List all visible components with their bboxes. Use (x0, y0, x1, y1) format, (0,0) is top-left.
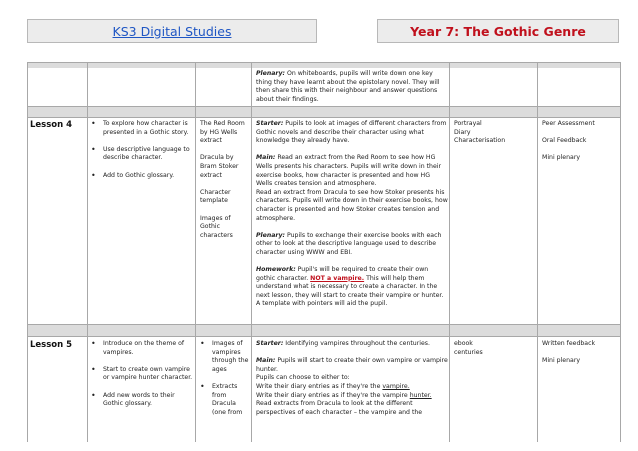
column-divider (195, 62, 196, 442)
main-label: Main: (256, 357, 276, 365)
main-text: Read an extract from the Red Room to see how HG Wells presents his characters. Pupils will write down in their exercise books, how character is presented and how HG Wells creates tension and atmosphere. (256, 154, 442, 188)
resource-item: Dracula by Bram Stoker extract (200, 154, 239, 179)
choose-text: Pupils can choose to either to: (256, 374, 350, 382)
starter-label: Starter: (256, 120, 284, 127)
objective-item: • Introduce on the theme of vampires. (91, 340, 193, 357)
row-divider (27, 336, 620, 337)
lesson-5-activities (256, 340, 448, 417)
homework-not-vampire: NOT a vampire. (310, 274, 365, 282)
lesson-4-assessment (542, 120, 618, 163)
objective-item: • Start to create own vampire or vampire hunter character. (91, 366, 193, 383)
lesson-5-label: Lesson 5 (30, 340, 73, 350)
diary-option-1: Write their diary entries as if they're the (256, 382, 381, 390)
starter-label: Starter: (256, 340, 284, 347)
diary-option-2-keyword: hunter. (409, 391, 432, 399)
read-text: Read extracts from Dracula to look at the different perspectives of each character – the vampire and the (256, 400, 423, 416)
shaded-row (27, 106, 620, 117)
main-label: Main: (256, 154, 276, 162)
diary-option-1-keyword: vampire. (382, 382, 410, 390)
objective-item: • To explore how character is presented in a Gothic story. (91, 120, 193, 137)
lesson-5-objectives (91, 340, 193, 417)
assessment-item: Mini plenary (542, 154, 581, 162)
lesson-4-activities (256, 120, 448, 309)
homework-label: Homework: (256, 266, 296, 274)
resource-item: • Images of vampires through the ages (200, 340, 250, 374)
lesson-5-assessment (542, 340, 618, 366)
row-divider (27, 106, 620, 107)
assessment-item: Peer Assessment (542, 120, 595, 127)
assessment-item: Mini plenary (542, 357, 581, 365)
lesson-4-objectives (91, 120, 193, 189)
lesson-4-resources (200, 120, 250, 240)
objective-item: • Use descriptive language to describe character. (91, 146, 193, 163)
column-divider (251, 62, 252, 442)
resource-item: • Extracts from Dracula (one from (200, 383, 250, 417)
main-text-2: Read an extract from Dracula to see how Stoker presents his characters. Pupils will write down in their exercise books, how character is presented and how Stoker creates tension and atmosphere. (256, 188, 448, 222)
objective-item: • Add to Gothic glossary. (91, 172, 193, 181)
resource-item: Character template (200, 188, 231, 205)
assessment-item: Oral Feedback (542, 137, 587, 145)
skill-item: Characterisation (454, 137, 506, 145)
row-divider (27, 117, 620, 118)
column-divider (537, 62, 538, 442)
diary-option-2: Write their diary entries as if they're the vampire (256, 391, 408, 399)
resource-item: The Red Room by HG Wells extract (200, 120, 245, 145)
starter-text: Pupils to look at images of different characters from Gothic novels and describe their character using what knowledge they already have. (256, 120, 447, 145)
skill-item: Portrayal (454, 120, 482, 127)
column-divider (449, 62, 450, 442)
skill-item: centuries (454, 348, 483, 356)
lesson-5-resources (200, 340, 250, 426)
plenary-text: Pupils to exchange their exercise books with each other to look at the descriptive language used to describe character using WWW and EBI. (256, 231, 442, 256)
homework-text: Pupil's will be required to create their own gothic character. (256, 266, 429, 282)
resource-item: Images of Gothic characters (200, 214, 233, 239)
plenary-label: Plenary: (256, 70, 285, 77)
homework-text-2: This will help them understand what is necessary to create a character. In the next lesson, they will start to create their vampire or hunter. A template with pointers will aid the pupil. (256, 274, 444, 308)
lesson-4-label: Lesson 4 (30, 120, 73, 130)
plenary-text: On whiteboards, pupils will write down one key thing they have learnt about the epistolary novel. They will then share this with their neighbour and answer questions about their findings. (256, 70, 440, 103)
main-text: Pupils will start to create their own vampire or vampire hunter. (256, 357, 448, 373)
row-divider (27, 324, 620, 325)
unit-title: Year 7: The Gothic Genre (377, 19, 619, 43)
lesson-4-skills (454, 120, 536, 146)
row-divider (27, 62, 620, 63)
column-divider (620, 62, 621, 442)
prior-plenary-text (256, 70, 446, 104)
skill-item: Diary (454, 128, 471, 136)
column-divider (87, 62, 88, 442)
objective-item: • Add new words to their Gothic glossary. (91, 392, 193, 409)
lesson-5-skills (454, 340, 536, 357)
shaded-row (27, 324, 620, 336)
lesson-plan-table (27, 62, 620, 442)
plenary-label: Plenary: (256, 231, 285, 239)
starter-text: Identifying vampires throughout the centuries. (285, 340, 430, 347)
skill-item: ebook (454, 340, 473, 347)
column-divider (27, 62, 28, 442)
course-title[interactable]: KS3 Digital Studies (27, 19, 317, 43)
assessment-item: Written feedback (542, 340, 596, 347)
